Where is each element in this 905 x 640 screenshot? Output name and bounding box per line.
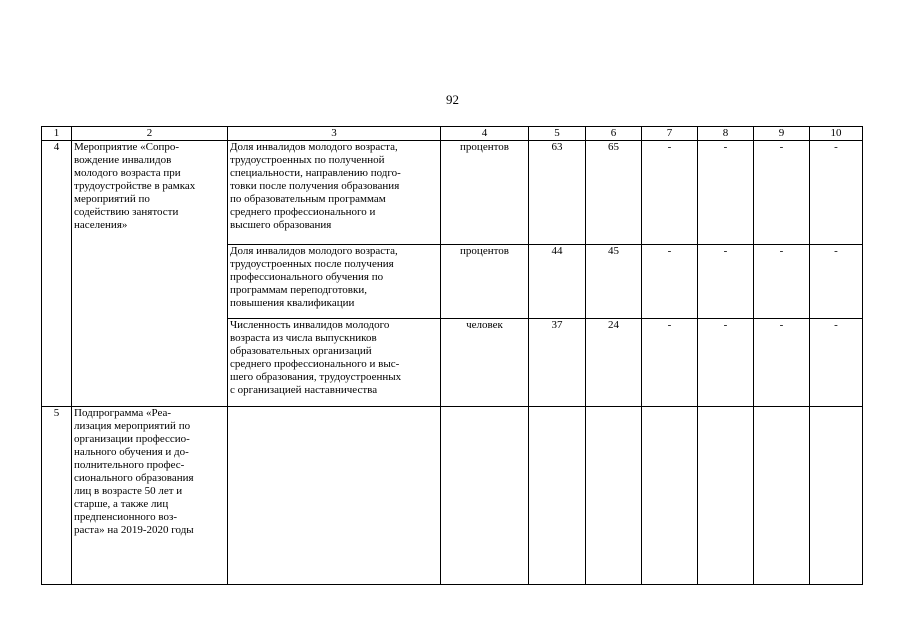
unit-cell: человек (441, 319, 529, 407)
value-cell-6: 24 (586, 319, 642, 407)
value-cell-6: 45 (586, 245, 642, 319)
empty-cell (698, 407, 754, 585)
value-cell-7: - (642, 141, 698, 245)
table-row (42, 407, 863, 585)
indicator-name-cell: Доля инвалидов молодого возраста, трудоустроенных по полученной специальности, направлению подго- товки после получения образования по образовательным программам среднего профессионального и высшего образования (228, 141, 441, 245)
value-cell-7: - (642, 319, 698, 407)
row-number: 5 (42, 407, 72, 585)
column-header-10: 10 (810, 127, 863, 141)
program-indicators-table (41, 126, 863, 585)
column-header-2: 2 (72, 127, 228, 141)
table-row (42, 141, 863, 245)
value-cell-10: - (810, 319, 863, 407)
value-cell-8: - (698, 245, 754, 319)
value-cell-8: - (698, 141, 754, 245)
empty-cell (586, 407, 642, 585)
column-header-8: 8 (698, 127, 754, 141)
value-cell-5: 63 (529, 141, 586, 245)
column-header-3: 3 (228, 127, 441, 141)
value-cell-9: - (754, 141, 810, 245)
value-cell-5: 44 (529, 245, 586, 319)
event-name-cell: Мероприятие «Сопро- вождение инвалидов молодого возраста при трудоустройстве в рамках мероприятий по содействию занятости населения» (72, 141, 228, 407)
column-header-9: 9 (754, 127, 810, 141)
value-cell-8: - (698, 319, 754, 407)
column-header-5: 5 (529, 127, 586, 141)
value-cell-6: 65 (586, 141, 642, 245)
column-header-1: 1 (42, 127, 72, 141)
value-cell-9: - (754, 319, 810, 407)
empty-cell (754, 407, 810, 585)
empty-cell (529, 407, 586, 585)
empty-cell (228, 407, 441, 585)
empty-cell (810, 407, 863, 585)
column-header-7: 7 (642, 127, 698, 141)
empty-cell (642, 407, 698, 585)
value-cell-9: - (754, 245, 810, 319)
column-number-row (42, 127, 863, 141)
unit-cell: процентов (441, 245, 529, 319)
event-name-cell: Подпрограмма «Реа- лизация мероприятий по организации профессио- нального обучения и до- полнительного профес- сионального образования лиц в возрасте 50 лет и старше, а также лиц предпенсионного воз- раста» на 2019-2020 годы (72, 407, 228, 585)
unit-cell: процентов (441, 141, 529, 245)
row-number: 4 (42, 141, 72, 407)
value-cell-10: - (810, 245, 863, 319)
value-cell-5: 37 (529, 319, 586, 407)
value-cell-10: - (810, 141, 863, 245)
column-header-4: 4 (441, 127, 529, 141)
indicator-name-cell: Численность инвалидов молодого возраста из числа выпускников образовательных организаций среднего профессионального и выс- шего образования, трудоустроенных с организацией наставничества (228, 319, 441, 407)
value-cell-7: - (642, 245, 698, 319)
page-number: 92 (446, 92, 459, 107)
empty-cell (441, 407, 529, 585)
indicator-name-cell: Доля инвалидов молодого возраста, трудоустроенных после получения профессионального обучения по программам переподготовки, повышения квалификации (228, 245, 441, 319)
column-header-6: 6 (586, 127, 642, 141)
